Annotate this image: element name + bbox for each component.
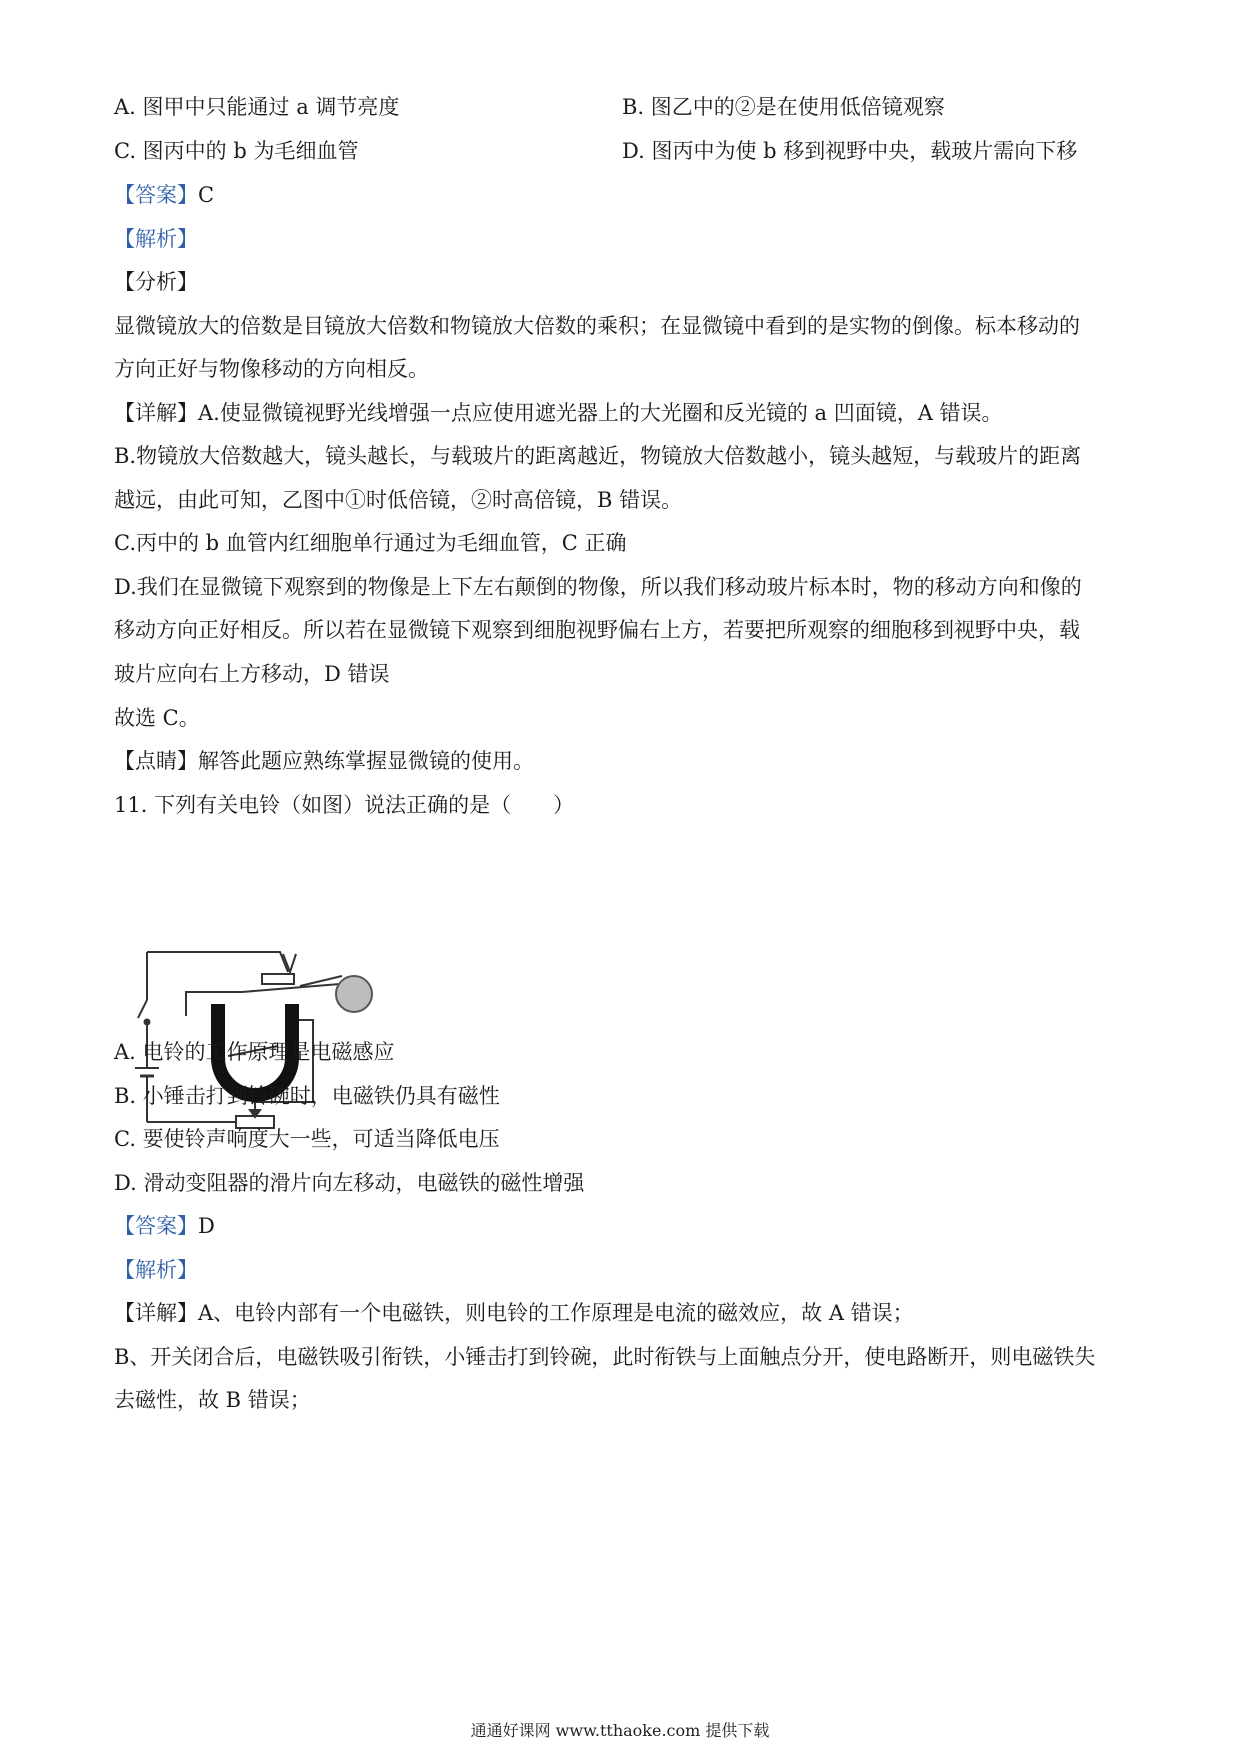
bell-gong: [336, 976, 372, 1012]
q11-xiangjie-b-line-2: 去磁性，故 B 错误；: [114, 1388, 311, 1412]
q11-answer: [114, 1212, 215, 1240]
q10-dianjing: [114, 747, 534, 775]
q10-fenxi-tag: 【分析】: [114, 270, 198, 294]
q10-answer: [114, 181, 214, 209]
answer-tag: 【答案】: [114, 183, 198, 207]
q10-fenxi-line-1: 显微镜放大的倍数是目镜放大倍数和物镜放大倍数的乘积；在显微镜中看到的是实物的倒像。标本移动的: [114, 314, 1080, 338]
q11-option-d: D. 滑动变阻器的滑片向左移动，电磁铁的磁性增强: [114, 1171, 585, 1195]
switch-pivot: [145, 1020, 150, 1025]
q10-jiexi-tag: 【解析】: [114, 227, 198, 251]
q11-xiangjie-a: [114, 1299, 914, 1327]
top-wire: [147, 952, 288, 972]
q11-xiangjie-b-line-1: B、开关闭合后，电磁铁吸引衔铁，小锤击打到铃碗，此时衔铁与上面触点分开，使电路断开，则电磁铁失: [114, 1345, 1096, 1369]
q11-option-c: C. 要使铃声响度大一些，可适当降低电压: [114, 1127, 500, 1151]
q10-xiangjie-d-line-3: 玻片应向右上方移动，D 错误: [114, 662, 390, 686]
q10-xiangjie-d-line-2: 移动方向正好相反。所以若在显微镜下观察到细胞视野偏右上方，若要把所观察的细胞移到视野中央，载: [114, 618, 1080, 642]
dianjing-tag: 【点睛】: [114, 749, 198, 773]
xiangjie-tag: 【详解】: [114, 401, 198, 425]
q11-option-a: A. 电铃的工作原理是电磁感应: [114, 1040, 395, 1064]
q10-xiangjie-d-line-1: D.我们在显微镜下观察到的物像是上下左右颠倒的物像，所以我们移动玻片标本时，物的移动方向和像的: [114, 575, 1082, 599]
switch-blade: [138, 1000, 147, 1018]
page-footer: 通通好课网 www.tthaoke.com 提供下载: [470, 1721, 770, 1740]
answer-tag: 【答案】: [114, 1214, 198, 1238]
q11-jiexi-tag: 【解析】: [114, 1258, 198, 1282]
q10-xiangjie-a: [114, 399, 1003, 427]
armature: [242, 984, 340, 992]
q10-option-d: D. 图丙中为使 b 移到视野中央，载玻片需向下移: [622, 139, 1078, 163]
q10-xiangjie-b-line-1: B.物镜放大倍数越大，镜头越长，与载玻片的距离越近，物镜放大倍数越小，镜头越短，与载玻片的距离: [114, 444, 1082, 468]
q10-option-a: A. 图甲中只能通过 a 调节亮度: [114, 95, 400, 119]
xiangjie-tag: 【详解】: [114, 1301, 198, 1325]
q10-xiangjie-b-line-2: 越远，由此可知，乙图中①时低倍镜，②时高倍镜，B 错误。: [114, 488, 683, 512]
contact-block: [262, 974, 294, 984]
dianjing-text: 解答此题应熟练掌握显微镜的使用。: [198, 749, 534, 773]
answer-value: D: [198, 1214, 215, 1238]
q10-xiangjie-c: C.丙中的 b 血管内红细胞单行通过为毛细血管，C 正确: [114, 531, 627, 555]
q10-fenxi-line-2: 方向正好与物像移动的方向相反。: [114, 357, 429, 381]
answer-value: C: [198, 183, 215, 207]
q10-option-b: B. 图乙中的②是在使用低倍镜观察: [622, 95, 945, 119]
q10-conclusion: 故选 C。: [114, 706, 200, 730]
xiangjie-text: A、电铃内部有一个电磁铁，则电铃的工作原理是电流的磁效应，故 A 错误；: [198, 1301, 914, 1325]
q11-stem: 11. 下列有关电铃（如图）说法正确的是（ ）: [114, 793, 575, 817]
q10-option-c: C. 图丙中的 b 为毛细血管: [114, 139, 359, 163]
q11-option-b: B. 小锤击打到铃碗时，电磁铁仍具有磁性: [114, 1084, 500, 1108]
xiangjie-text: A.使显微镜视野光线增强一点应使用遮光器上的大光圈和反光镜的 a 凹面镜，A 错误。: [198, 401, 1003, 425]
